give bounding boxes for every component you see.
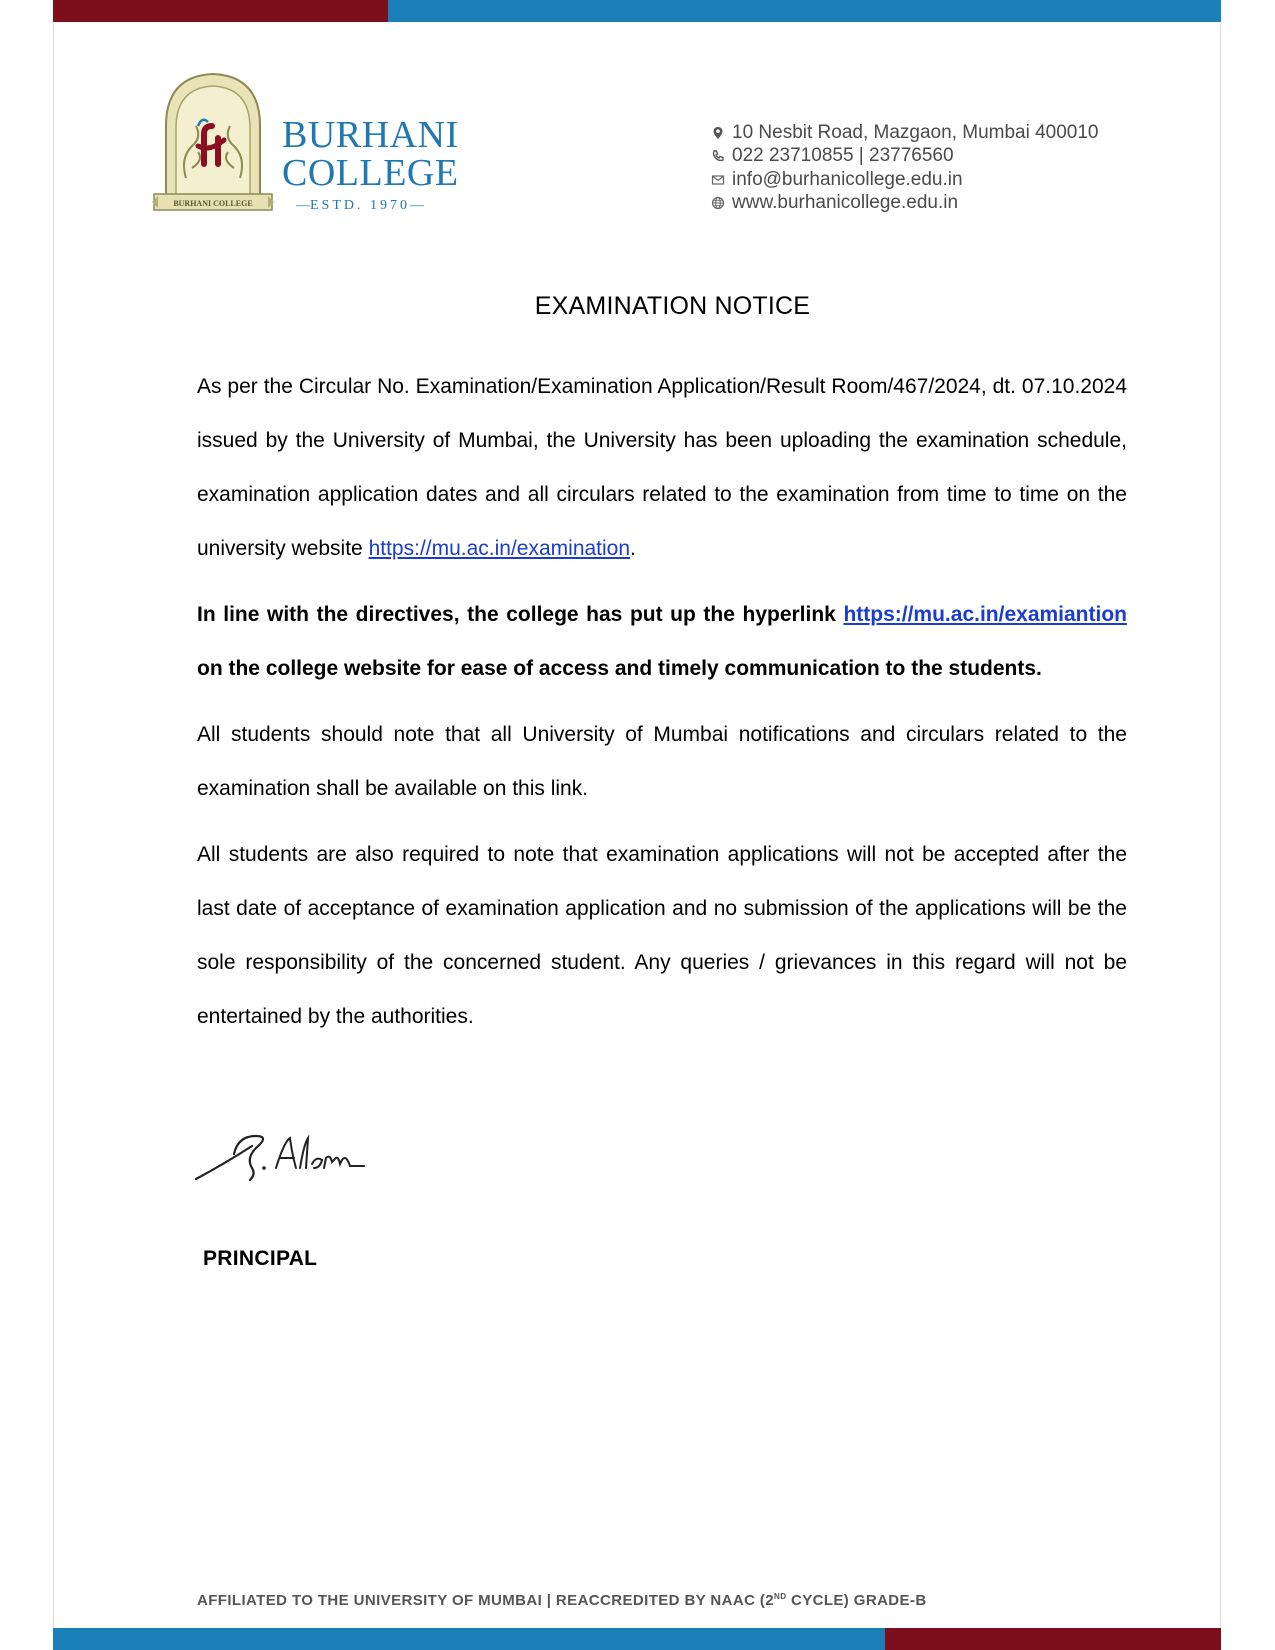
college-logo: [152, 68, 274, 216]
footer-text-end: CYCLE) GRADE-B: [786, 1592, 927, 1609]
college-hyperlink[interactable]: https://mu.ac.in/examiantion: [843, 603, 1127, 626]
top-blue-bar: [388, 0, 1221, 22]
paragraph-hyperlink-start: In line with the directives, the college has put up the hyperlink: [197, 603, 844, 626]
phone-text: 022 23710855 | 23776560: [732, 145, 954, 167]
paragraph-hyperlink-end: on the college website for ease of access and timely communication to the students.: [197, 657, 1042, 680]
phone-row: [711, 145, 1099, 169]
notice-title: EXAMINATION NOTICE: [534, 292, 811, 320]
globe-icon: [711, 196, 725, 210]
principal-signature: [194, 1124, 370, 1186]
website-text[interactable]: www.burhanicollege.edu.in: [732, 192, 959, 214]
top-maroon-bar: [53, 0, 388, 22]
paragraph-hyperlink: [197, 588, 1127, 696]
principal-label: PRINCIPAL: [203, 1247, 318, 1270]
bottom-blue-bar: [53, 1628, 885, 1650]
examination-link[interactable]: https://mu.ac.in/examination: [368, 537, 631, 560]
paragraph-notifications: All students should note that all University of Mumbai notifications and circulars related to the examination shall be available on this link.: [197, 723, 1127, 800]
phone-icon: [711, 149, 725, 163]
paragraph-circular-text: As per the Circular No. Examination/Examination Application/Result Room/467/2024, dt. 07.10.2024 issued by the University of Mumbai, the University has been uploading the examination schedule, examination application dates and all circulars related to the examination from time to time on the university website: [197, 375, 1127, 560]
email-text[interactable]: info@burhanicollege.edu.in: [732, 168, 963, 190]
college-name-line1: BURHANI: [282, 114, 459, 156]
paragraph-circular: [197, 360, 1127, 576]
paragraph-circular-end: .: [630, 537, 636, 560]
estd-text: ESTD. 1970: [310, 198, 410, 213]
address-row: [711, 121, 1099, 145]
email-row: [711, 168, 1099, 192]
estd-label: [296, 198, 424, 214]
envelope-icon: [711, 173, 725, 187]
logo-banner-text: BURHANI COLLEGE: [173, 199, 253, 208]
paragraph-deadline: All students are also required to note that examination applications will not be accepted after the last date of acceptance of examination application and no submission of the applications will be the sole responsibility of the concerned student. Any queries / grievances in this regard will not be entertained by the authorities.: [197, 843, 1127, 1028]
bottom-maroon-bar: [885, 1628, 1221, 1650]
notice-body: [197, 360, 1127, 1056]
map-pin-icon: [711, 126, 725, 140]
college-name: [282, 116, 459, 192]
address-text: 10 Nesbit Road, Mazgaon, Mumbai 400010: [732, 121, 1099, 143]
contact-block: [711, 121, 1099, 215]
website-row: [711, 192, 1099, 216]
college-name-line2: COLLEGE: [282, 152, 459, 194]
footer-superscript: ND: [774, 1592, 787, 1601]
footer-text-start: AFFILIATED TO THE UNIVERSITY OF MUMBAI | REACCREDITED BY NAAC (2: [197, 1592, 775, 1609]
footer-accreditation: [197, 1592, 927, 1609]
signature-text: G. Alam: [194, 1124, 198, 1125]
